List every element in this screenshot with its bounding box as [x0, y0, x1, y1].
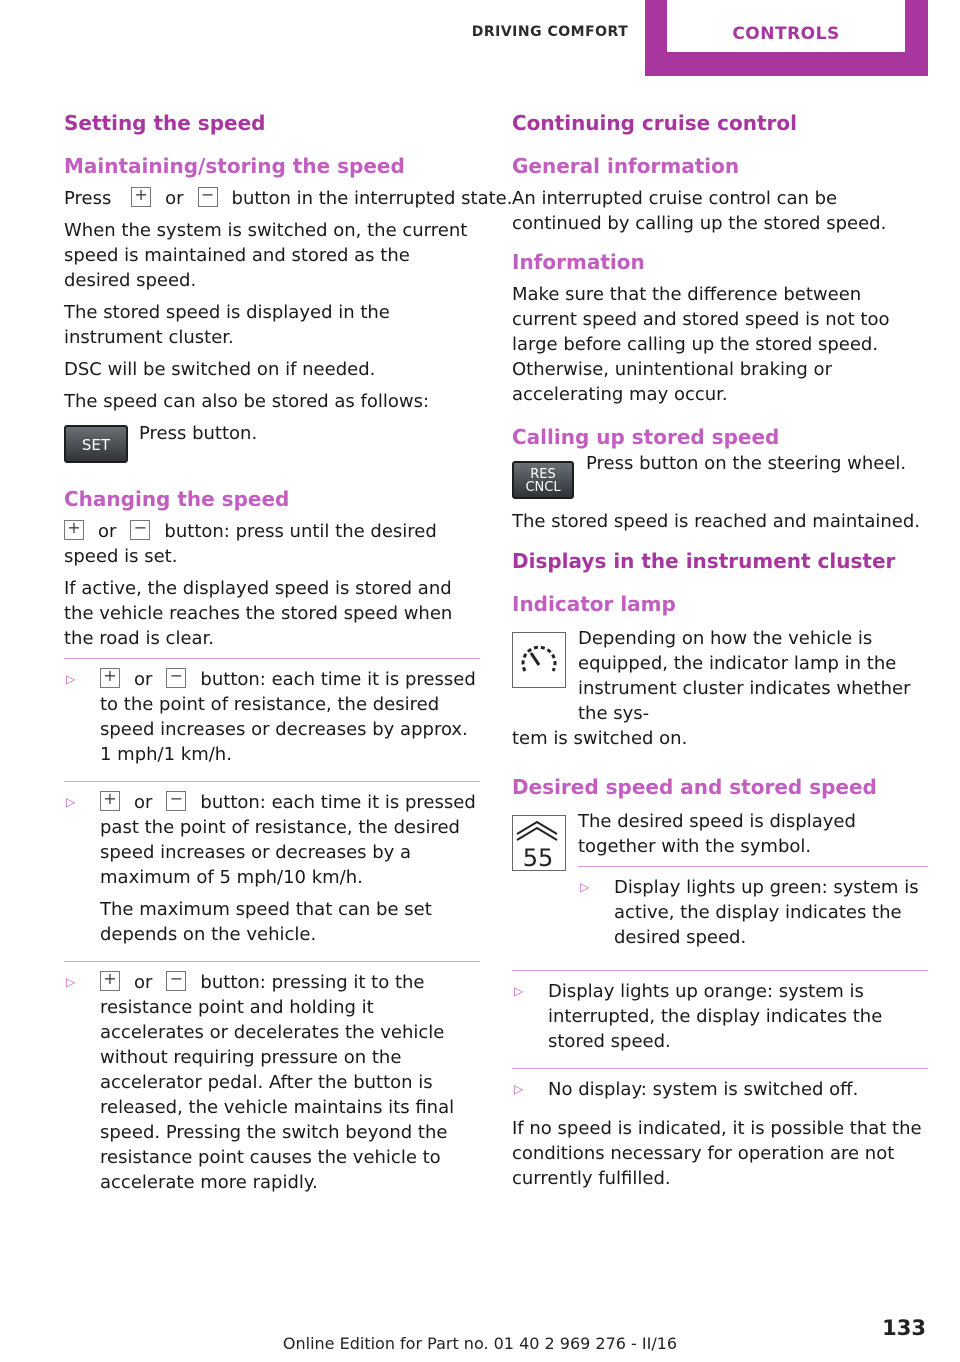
header-chapter-tab: [645, 0, 928, 76]
desired-speed-block: [512, 809, 928, 964]
divider: [64, 961, 480, 962]
paragraph-information: Make sure that the difference between current speed and stored speed is not too large before calling up the stored speed. Otherwise, unintentional braking or accelerating may occur.: [512, 284, 890, 405]
paragraph-if-active: If active, the displayed speed is stored and the vehicle reaches the stored speed when the road is clear.: [64, 578, 453, 649]
divider: [64, 781, 480, 782]
heading-maintaining-speed: Maintaining/storing the speed: [64, 154, 405, 178]
plus-button-icon: +: [64, 520, 84, 540]
plus-button-icon: +: [100, 971, 120, 991]
set-key-icon: SET: [64, 425, 128, 463]
chapter-tab-label: CONTROLS: [732, 24, 840, 44]
indicator-text: Depending on how the vehicle is equipped, the indicator lamp in the instrument cluster indicates whether the sys-: [578, 628, 911, 724]
svg-text:55: 55: [522, 844, 554, 870]
divider: [512, 970, 928, 971]
indicator-block: [512, 626, 928, 726]
plus-button-icon: +: [100, 791, 120, 811]
press-wheel-text: Press button on the steering wheel.: [586, 453, 907, 474]
list-item: ▷ Display lights up orange: system is interrupted, the display indicates the stored speed.: [512, 979, 928, 1061]
bullet-triangle-icon: ▷: [514, 984, 524, 998]
paragraph-also-stored: The speed can also be stored as follows:: [64, 391, 430, 412]
bullet-triangle-icon: ▷: [66, 975, 76, 989]
paragraph-stored-display: The stored speed is displayed in the instrument cluster.: [64, 302, 390, 348]
desired-text: The desired speed is displayed together with the symbol.: [578, 811, 856, 857]
res-cncl-key-icon: RES CNCL: [512, 461, 574, 499]
press-plus-minus-paragraph: Press + or − button in the interrupted state.: [64, 185, 513, 209]
heading-indicator-lamp: Indicator lamp: [512, 592, 676, 616]
speed-symbol-icon: [512, 815, 566, 871]
heading-information: Information: [512, 250, 645, 274]
change-speed-paragraph: + or − button: press until the desired speed is set.: [64, 518, 437, 567]
list-item: ▷ No display: system is switched off.: [512, 1077, 928, 1109]
header-section-title: DRIVING COMFORT: [471, 24, 629, 40]
minus-button-icon: −: [166, 668, 186, 688]
minus-button-icon: −: [166, 971, 186, 991]
max-speed-note: The maximum speed that can be set depends on the vehicle.: [100, 899, 432, 945]
divider: [512, 1068, 928, 1069]
paragraph-general: An interrupted cruise control can be continued by calling up the stored speed.: [512, 188, 887, 234]
heading-setting-speed: Setting the speed: [64, 111, 266, 135]
plus-button-icon: +: [100, 668, 120, 688]
bullet-triangle-icon: ▷: [66, 672, 76, 686]
bullet-triangle-icon: ▷: [580, 880, 590, 894]
right-column: [512, 108, 928, 1198]
heading-desired-speed: Desired speed and stored speed: [512, 775, 877, 799]
paragraph-reached: The stored speed is reached and maintained.: [512, 511, 920, 532]
divider: [578, 866, 928, 867]
list-item: ▷ + or − button: each time it is pressed to the point of resistance, the desired speed increases or decreases by approx. 1 mph/1 km/h.: [64, 667, 480, 774]
divider: [64, 658, 480, 659]
list-item: ▷ Display lights up green: system is active, the display indicates the desired speed.: [578, 875, 928, 957]
heading-general-information: General information: [512, 154, 740, 178]
paragraph-dsc: DSC will be switched on if needed.: [64, 359, 376, 380]
heading-displays: Displays in the instrument cluster: [512, 549, 896, 573]
paragraph-when-on: When the system is switched on, the current speed is maintained and stored as the desired speed.: [64, 220, 468, 291]
paragraph-no-speed: If no speed is indicated, it is possible that the conditions necessary for operation are not currently fulfilled.: [512, 1118, 922, 1189]
press-button-text: Press button.: [139, 423, 258, 444]
indicator-text-cont: tem is switched on.: [512, 728, 688, 749]
speedometer-indicator-icon: [512, 632, 566, 688]
footer-edition: Online Edition for Part no. 01 40 2 969 276 - II/16: [282, 1334, 678, 1353]
heading-calling-up: Calling up stored speed: [512, 425, 780, 449]
heading-continuing: Continuing cruise control: [512, 111, 798, 135]
list-item: ▷ + or − button: pressing it to the resistance point and holding it accelerates or decelerates the vehicle without requiring pressure on the accelerator pedal. After the button is released, the vehicle maintains its final speed. Pressing the switch beyond the resistance point causes the vehicle to accelerate more rapidly.: [64, 970, 480, 1202]
bullet-triangle-icon: ▷: [66, 795, 76, 809]
left-column: [64, 108, 513, 1209]
set-key-row: [64, 421, 480, 463]
minus-button-icon: −: [130, 520, 150, 540]
minus-button-icon: −: [198, 187, 218, 207]
bullet-triangle-icon: ▷: [514, 1082, 524, 1096]
list-item: ▷ + or − button: each time it is pressed past the point of resistance, the desired speed increases or decreases by a maximum of 5 mph/10 km/h. The maximum speed that can be set depends on the vehicle.: [64, 790, 480, 954]
minus-button-icon: −: [166, 791, 186, 811]
res-key-row: [512, 453, 928, 499]
page-number: 133: [882, 1316, 926, 1340]
heading-changing-speed: Changing the speed: [64, 487, 290, 511]
plus-button-icon: +: [131, 187, 151, 207]
